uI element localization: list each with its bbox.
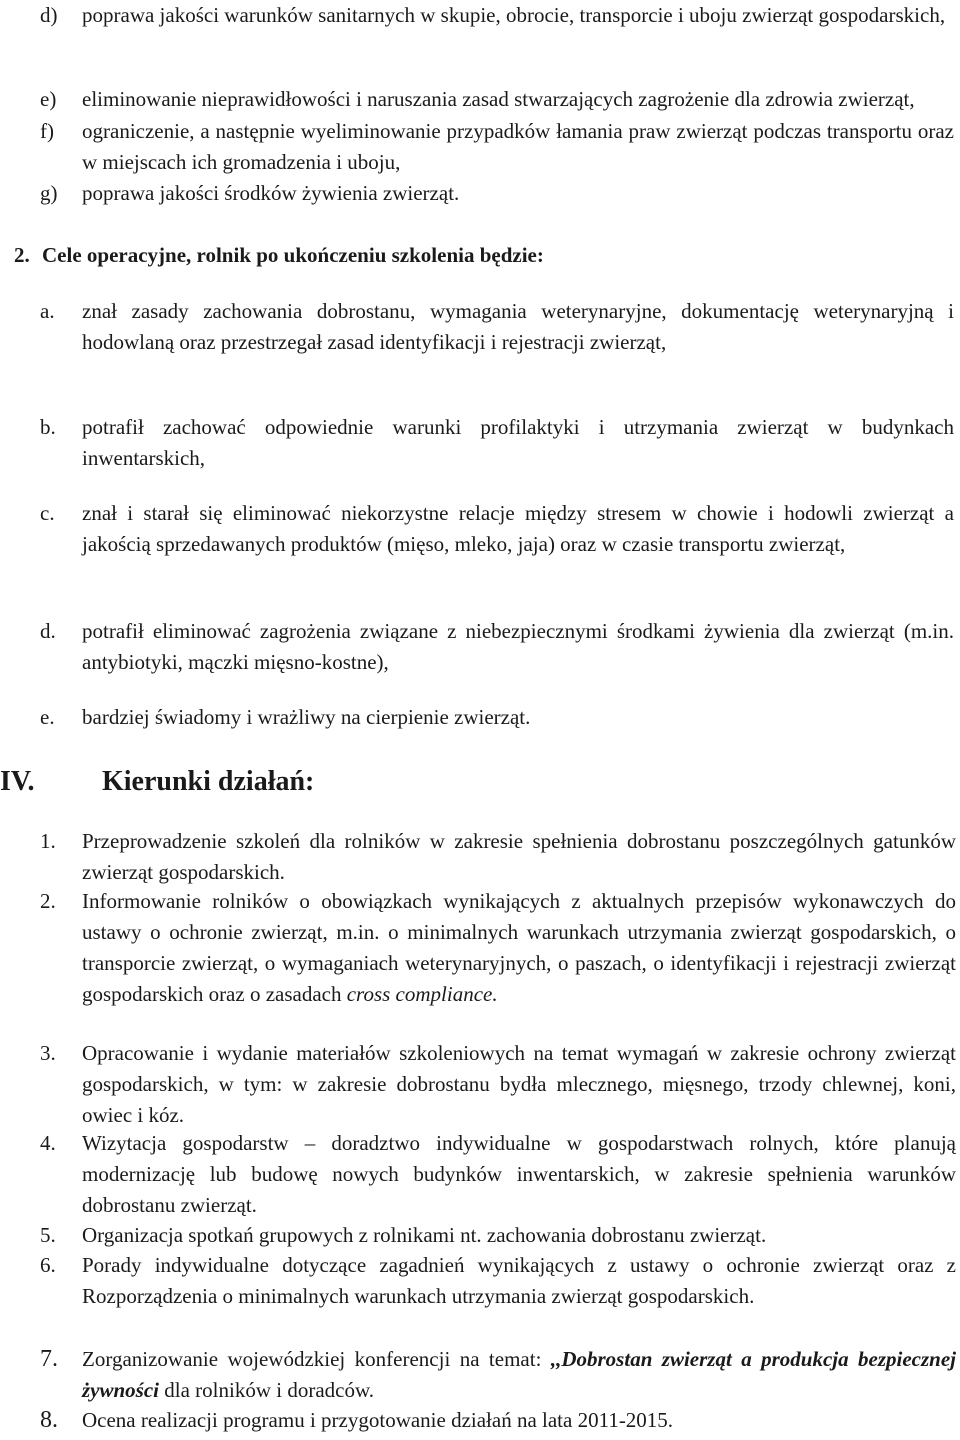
list-text: potrafił zachować odpowiednie warunki profilaktyki i utrzymania zwierząt w budynkach inwentarskich,	[82, 415, 954, 470]
list-label: g)	[40, 181, 58, 205]
list-label: 1.	[40, 829, 56, 853]
section-number: 2.	[14, 243, 30, 267]
list-label: a.	[40, 299, 55, 323]
list-text-main: Informowanie rolników o obowiązkach wynikających z aktualnych przepisów wykonawczych do ustawy o ochronie zwierząt, m.in. o minimalnych warunkach utrzymania zwierząt gospodarskich, o transporcie zwierząt, o wymaganiach weterynaryjnych, o paszach, o identyfikacji i rejestracji zwierząt gospodarskich oraz o zasadach	[82, 889, 956, 1006]
list-text	[82, 886, 956, 1010]
list-label: 7.	[40, 1346, 58, 1372]
list-label: 3.	[40, 1041, 56, 1065]
list-label: 6.	[40, 1253, 56, 1277]
list-label: 8.	[40, 1407, 58, 1433]
list-text: Wizytacja gospodarstw – doradztwo indywidualne w gospodarstwach rolnych, które planują modernizację lub budowę nowych budynków inwentarskich, w zakresie spełnienia warunków dobrostanu zwierząt.	[82, 1131, 956, 1217]
list-text: bardziej świadomy i wrażliwy na cierpienie zwierząt.	[82, 705, 531, 729]
list-text: Organizacja spotkań grupowych z rolnikami nt. zachowania dobrostanu zwierząt.	[82, 1223, 767, 1247]
list-label: 2.	[40, 889, 56, 913]
list-label: e)	[40, 87, 57, 111]
section-title: Kierunki działań:	[102, 766, 315, 797]
list-text: Opracowanie i wydanie materiałów szkoleniowych na temat wymagań w zakresie ochrony zwierząt gospodarskich, w tym: w zakresie dobrostanu bydła mlecznego, mięsnego, trzody chlewnej, koni, owiec i kóz.	[82, 1041, 956, 1127]
list-text: Ocena realizacji programu i przygotowanie działań na lata 2011-2015.	[82, 1408, 674, 1432]
list-label: b.	[40, 415, 56, 439]
section-roman-numeral: IV.	[0, 766, 35, 797]
section-title: Cele operacyjne, rolnik po ukończeniu szkolenia będzie:	[42, 243, 544, 267]
list-text: eliminowanie nieprawidłowości i naruszania zasad stwarzających zagrożenie dla zdrowia zwierząt,	[82, 87, 915, 111]
italic-term: cross compliance.	[346, 982, 498, 1006]
list-label: d.	[40, 619, 56, 643]
list-text	[82, 1344, 956, 1406]
list-text: Porady indywidualne dotyczące zagadnień wynikających z ustawy o ochronie zwierząt oraz z Rozporządzenia o minimalnych warunkach utrzymania zwierząt gospodarskich.	[82, 1253, 956, 1308]
list-text: znał zasady zachowania dobrostanu, wymagania weterynaryjne, dokumentację weterynaryjną i hodowlaną oraz przestrzegał zasad identyfikacji i rejestracji zwierząt,	[82, 299, 954, 354]
list-text: poprawa jakości środków żywienia zwierząt.	[82, 181, 460, 205]
list-text: potrafił eliminować zagrożenia związane z niebezpiecznymi środkami żywienia dla zwierząt (m.in. antybiotyki, mączki mięsno-kostne),	[82, 619, 954, 674]
list-text-tail: dla rolników i doradców.	[164, 1378, 375, 1402]
list-text-main: Zorganizowanie wojewódzkiej konferencji na temat:	[82, 1347, 542, 1371]
list-label: f)	[40, 119, 54, 143]
list-text: poprawa jakości warunków sanitarnych w skupie, obrocie, transporcie i uboju zwierząt gospodarskich,	[82, 3, 946, 27]
list-label: e.	[40, 705, 55, 729]
list-label: 5.	[40, 1223, 56, 1247]
list-text: ograniczenie, a następnie wyeliminowanie przypadków łamania praw zwierząt podczas transportu oraz w miejscach ich gromadzenia i uboju,	[82, 119, 954, 174]
list-label: 4.	[40, 1131, 56, 1155]
list-text: Przeprowadzenie szkoleń dla rolników w zakresie spełnienia dobrostanu poszczególnych gatunków zwierząt gospodarskich.	[82, 829, 956, 884]
list-text: znał i starał się eliminować niekorzystne relacje między stresem w chowie i hodowli zwierząt a jakością sprzedawanych produktów (mięso, mleko, jaja) oraz w czasie transportu zwierząt,	[82, 501, 954, 556]
list-label: c.	[40, 501, 55, 525]
conference-title: ,,Dobrostan zwierząt a produkcja bezpiecznej żywności	[82, 1347, 957, 1402]
list-label: d)	[40, 3, 58, 27]
